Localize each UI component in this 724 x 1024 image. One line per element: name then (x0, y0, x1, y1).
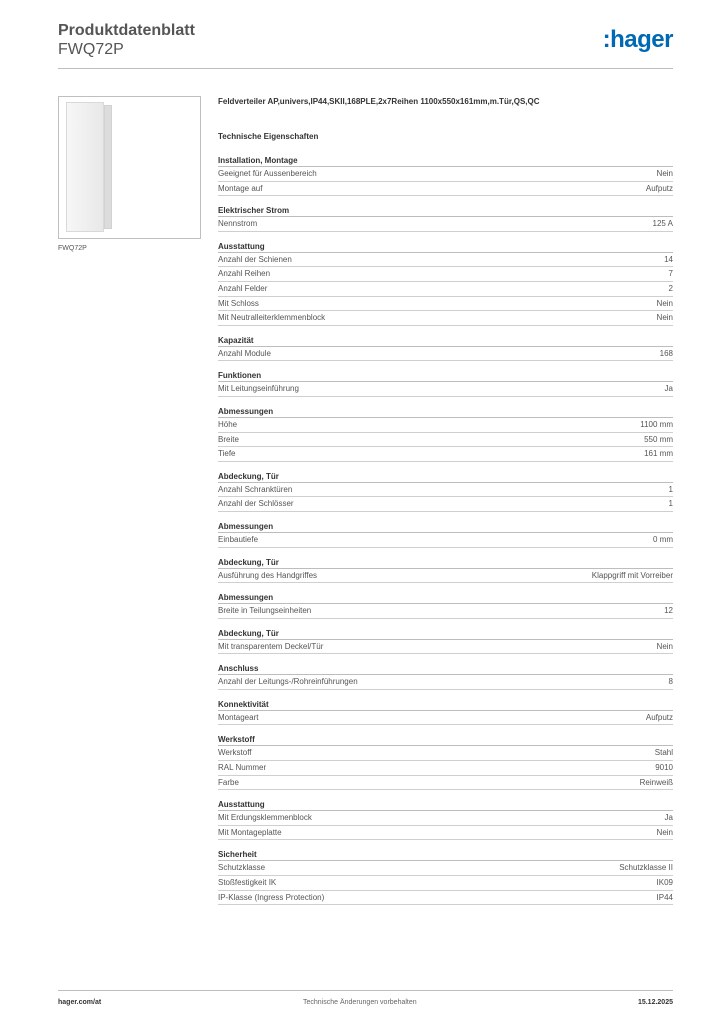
group-heading: Anschluss (218, 663, 673, 675)
property-value: 550 mm (644, 434, 673, 444)
property-value: Reinweiß (639, 777, 673, 787)
property-label: Mit transparentem Deckel/Tür (218, 641, 324, 651)
property-group (218, 663, 673, 690)
property-group (218, 370, 673, 397)
property-group (218, 628, 673, 655)
product-code: FWQ72P (58, 41, 124, 58)
property-row (218, 826, 673, 841)
property-label: Mit Erdungsklemmenblock (218, 813, 312, 823)
property-label: IP-Klasse (Ingress Protection) (218, 892, 325, 902)
group-heading: Abdeckung, Tür (218, 628, 673, 640)
property-group (218, 799, 673, 840)
footer-website: hager.com/at (58, 999, 102, 1006)
property-group (218, 734, 673, 790)
property-row (218, 497, 673, 512)
property-row (218, 776, 673, 791)
property-row (218, 483, 673, 498)
property-label: RAL Nummer (218, 763, 267, 773)
property-row (218, 182, 673, 197)
property-label: Mit Montageplatte (218, 827, 282, 837)
property-label: Montageart (218, 712, 259, 722)
property-row (218, 253, 673, 268)
group-heading: Funktionen (218, 370, 673, 382)
property-group (218, 521, 673, 548)
footer-date: 15.12.2025 (637, 999, 673, 1006)
property-label: Tiefe (218, 449, 236, 459)
property-label: Breite in Teilungseinheiten (218, 606, 312, 616)
property-value: Ja (664, 384, 673, 394)
property-label: Höhe (218, 419, 238, 429)
property-label: Schutzklasse (218, 863, 266, 873)
property-label: Stoßfestigkeit IK (218, 878, 277, 888)
property-row (218, 711, 673, 726)
group-heading: Abdeckung, Tür (218, 557, 673, 569)
property-group (218, 205, 673, 232)
product-description: Feldverteiler AP,univers,IP44,SKII,168PLE,2x7Reihen 1100x550x161mm,m.Tür,QS,QC (218, 97, 540, 106)
property-label: Breite (218, 434, 239, 444)
group-heading: Ausstattung (218, 799, 673, 811)
property-label: Anzahl Schranktüren (218, 484, 293, 494)
property-row (218, 418, 673, 433)
property-label: Geeignet für Aussenbereich (218, 169, 317, 178)
footer-notice: Technische Änderungen vorbehalten (303, 999, 417, 1006)
property-value: 125 A (652, 219, 673, 229)
property-label: Mit Schloss (218, 298, 259, 308)
property-label: Farbe (218, 777, 239, 787)
cabinet-side (104, 105, 112, 229)
property-row (218, 217, 673, 232)
property-value: 1 (668, 484, 673, 494)
property-value: 12 (664, 606, 673, 616)
property-label: Anzahl Module (218, 348, 271, 358)
property-row (218, 811, 673, 826)
property-group (218, 592, 673, 619)
property-row (218, 282, 673, 297)
group-heading: Elektrischer Strom (218, 205, 673, 217)
cabinet-illustration (66, 102, 114, 232)
property-value: Nein (656, 827, 673, 837)
property-row (218, 297, 673, 312)
property-row (218, 433, 673, 448)
property-value: Nein (656, 641, 673, 651)
property-label: Nennstrom (218, 219, 258, 229)
property-row (218, 761, 673, 776)
property-value: 14 (664, 254, 673, 264)
property-row (218, 382, 673, 397)
property-value: 7 (668, 269, 673, 279)
group-heading: Ausstattung (218, 241, 673, 253)
hager-logo: :hager (602, 26, 673, 53)
property-label: Anzahl der Leitungs-/Rohreinführungen (218, 677, 358, 687)
group-heading: Installation, Montage (218, 155, 673, 167)
properties-title: Technische Eigenschaften (218, 132, 319, 141)
property-value: IK09 (656, 878, 673, 888)
group-heading: Werkstoff (218, 734, 673, 746)
property-group (218, 155, 673, 196)
group-heading: Abmessungen (218, 406, 673, 418)
property-value: Ja (664, 813, 673, 823)
property-value: Nein (656, 313, 673, 323)
property-value: 1 (668, 499, 673, 509)
property-row (218, 876, 673, 891)
property-value: 2 (668, 283, 673, 293)
property-row (218, 533, 673, 548)
group-heading: Abmessungen (218, 521, 673, 533)
property-group (218, 557, 673, 584)
property-value: IP44 (656, 892, 673, 902)
property-row (218, 675, 673, 690)
property-value: 0 mm (653, 534, 673, 544)
property-label: Einbautiefe (218, 534, 259, 544)
property-value: 9010 (655, 763, 673, 773)
property-value: Schutzklasse II (619, 863, 673, 873)
property-group (218, 406, 673, 462)
property-row (218, 167, 673, 182)
property-group (218, 849, 673, 905)
group-heading: Konnektivität (218, 699, 673, 711)
property-row (218, 447, 673, 462)
property-label: Anzahl Felder (218, 283, 268, 293)
properties-table (218, 155, 673, 914)
property-value: Aufputz (645, 712, 673, 722)
property-value: Aufputz (645, 183, 673, 193)
footer-divider (58, 990, 673, 991)
property-group (218, 471, 673, 512)
header-divider (58, 68, 673, 69)
property-label: Anzahl Reihen (218, 269, 271, 279)
property-row (218, 267, 673, 282)
property-value: Nein (656, 169, 673, 178)
property-value: 168 (659, 348, 673, 358)
property-label: Mit Leitungseinführung (218, 384, 299, 394)
property-value: 161 mm (644, 449, 673, 459)
property-row (218, 311, 673, 326)
group-heading: Abmessungen (218, 592, 673, 604)
property-group (218, 241, 673, 326)
property-label: Montage auf (218, 183, 263, 193)
group-heading: Kapazität (218, 335, 673, 347)
property-row (218, 604, 673, 619)
group-heading: Sicherheit (218, 849, 673, 861)
property-value: 8 (668, 677, 673, 687)
page-title: Produktdatenblatt (58, 22, 195, 39)
property-label: Ausführung des Handgriffes (218, 570, 318, 580)
cabinet-front (66, 102, 104, 232)
group-heading: Abdeckung, Tür (218, 471, 673, 483)
property-row (218, 640, 673, 655)
property-label: Anzahl der Schlösser (218, 499, 294, 509)
property-row (218, 569, 673, 584)
property-value: 1100 mm (640, 419, 673, 429)
property-label: Anzahl der Schienen (218, 254, 292, 264)
property-value: Stahl (654, 748, 673, 758)
property-label: Mit Neutralleiterklemmenblock (218, 313, 326, 323)
property-label: Werkstoff (218, 748, 252, 758)
property-group (218, 335, 673, 362)
property-row (218, 861, 673, 876)
page-header (58, 20, 673, 72)
product-image (58, 96, 201, 239)
image-caption: FWQ72P (58, 245, 87, 252)
property-row (218, 746, 673, 761)
property-group (218, 699, 673, 726)
property-row (218, 891, 673, 906)
property-value: Nein (656, 298, 673, 308)
property-row (218, 347, 673, 362)
property-value: Klappgriff mit Vorreiber (591, 570, 673, 580)
